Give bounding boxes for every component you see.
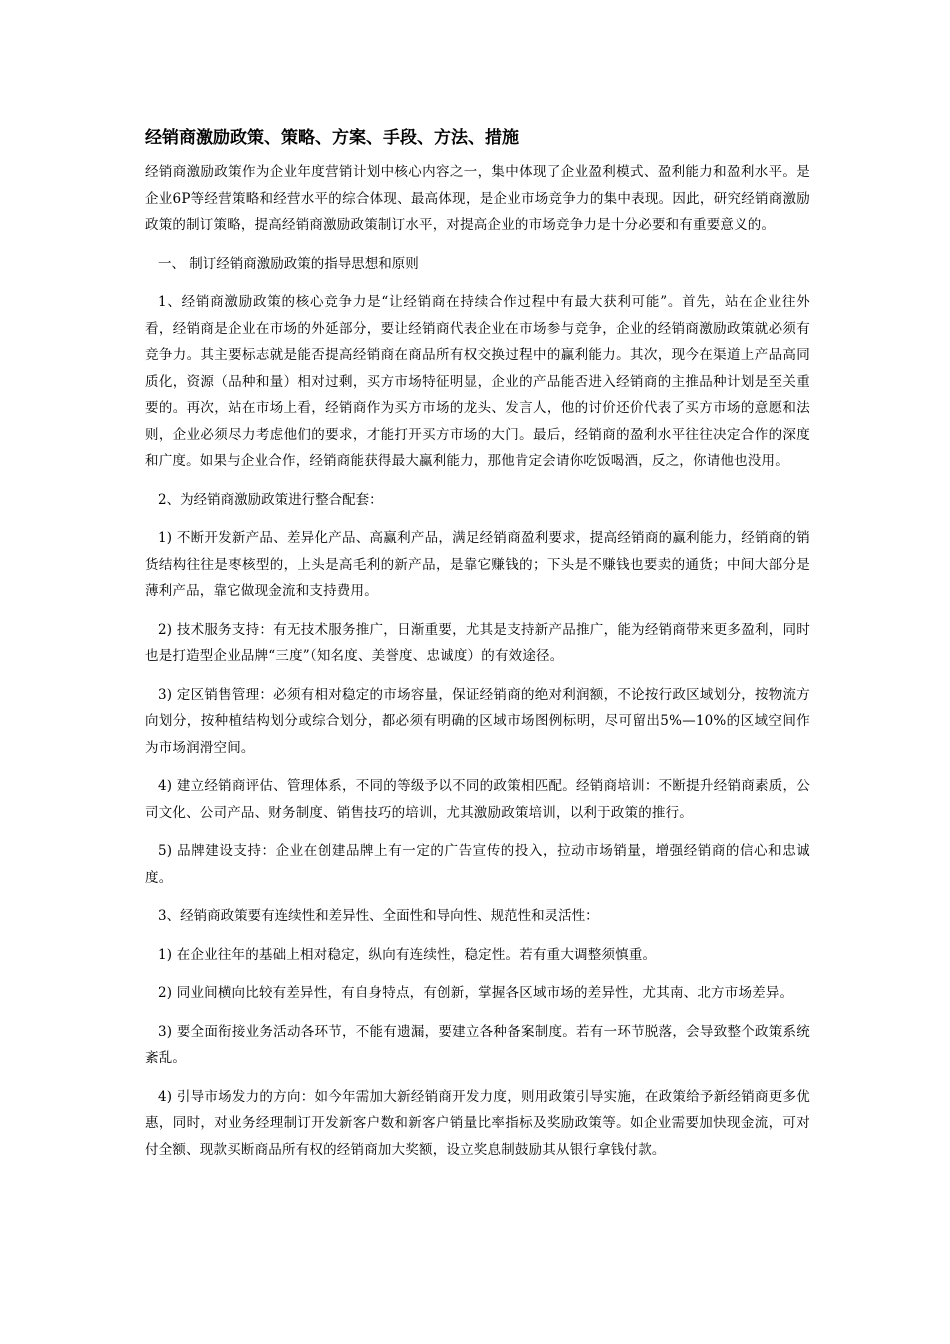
paragraph-stability: 1) 在企业往年的基础上相对稳定，纵向有连续性，稳定性。若有重大调整须慎重。 <box>158 946 657 963</box>
paragraph-evaluation-system: 4) 建立经销商评估、管理体系，不同的等级予以不同的政策相匹配。经销商培训：不断提升经销商素质，公司文化、公司产品、财务制度、销售技巧的培训，尤其激励政策培训，以利于政策的推行。 <box>145 778 810 821</box>
paragraph-new-products: 1) 不断开发新产品、差异化产品、高赢利产品，满足经销商盈利要求，提高经销商的赢利能力，经销商的销货结构往往是枣核型的，上头是高毛利的新产品，是靠它赚钱的；下头是不赚钱也要卖的通货；中间大部分是薄利产品，靠它做现金流和支持费用。 <box>145 530 810 599</box>
subheading-integration: 2、为经销商激励政策进行整合配套： <box>158 491 383 508</box>
paragraph-differentiation: 2) 同业间横向比较有差异性，有自身特点，有创新，掌握各区域市场的差异性，尤其南、北方市场差异。 <box>158 985 794 1001</box>
document-page <box>145 126 810 1175</box>
paragraph-tech-support: 2) 技术服务支持：有无技术服务推广，日渐重要，尤其是支持新产品推广，能为经销商带来更多盈利，同时也是打造型企业品牌“三度”（知名度、美誉度、忠诚度）的有效途径。 <box>145 621 810 664</box>
subheading-policy-continuity: 3、经销商政策要有连续性和差异性、全面性和导向性、规范性和灵活性： <box>158 908 599 924</box>
document-title: 经销商激励政策、策略、方案、手段、方法、措施 <box>145 128 519 148</box>
paragraph-core-competitiveness: 1、经销商激励政策的核心竞争力是“让经销商在持续合作过程中有最大获利可能”。首先，站在企业往外看，经销商是企业在市场的外延部分，要让经销商代表企业在市场参与竞争，企业的经销商激励政策就必须有竞争力。其主要标志就是能否提高经销商在商品所有权交换过程中的赢利能力。其次，现今在渠道上产品高同质化，资源（品种和量）相对过剩，买方市场特征明显，企业的产品能否进入经销商的主推品种计划是至关重要的。再次，站在市场上看，经销商作为买方市场的龙头、发言人，他的讨价还价代表了买方市场的意愿和法则，企业必须尽力考虑他们的要求，才能打开买方市场的大门。最后，经销商的盈利水平往往决定合作的深度和广度。如果与企业合作，经销商能获得最大赢利能力，那他肯定会请你吃饭喝酒，反之，你请他也没用。 <box>145 294 810 469</box>
paragraph-comprehensiveness: 3) 要全面衔接业务活动各环节，不能有遗漏，要建立各种备案制度。若有一环节脱落，会导致整个政策系统紊乱。 <box>145 1023 810 1066</box>
intro-paragraph: 经销商激励政策作为企业年度营销计划中核心内容之一，集中体现了企业盈利模式、盈利能力和盈利水平。是企业6P等经营策略和经营水平的综合体现、最高体现，是企业市场竞争力的集中表现。因此，研究经销商激励政策的制订策略，提高经销商激励政策制订水平，对提高企业的市场竞争力是十分必要和有重要意义的。 <box>145 164 810 233</box>
paragraph-market-guidance: 4) 引导市场发力的方向：如今年需加大新经销商开发力度，则用政策引导实施，在政策给予新经销商更多优惠，同时，对业务经理制订开发新客户数和新客户销量比率指标及奖励政策等。如企业需要加快现金流，可对付全额、现款买断商品所有权的经销商加大奖额，设立奖息制鼓励其从银行拿钱付款。 <box>145 1088 810 1158</box>
paragraph-brand-building: 5) 品牌建设支持：企业在创建品牌上有一定的广告宣传的投入，拉动市场销量，增强经销商的信心和忠诚度。 <box>145 843 810 886</box>
section-heading-guiding-principles: 一、 制订经销商激励政策的指导思想和原则 <box>158 255 419 272</box>
paragraph-zone-sales: 3) 定区销售管理：必须有相对稳定的市场容量，保证经销商的绝对利润额，不论按行政区域划分，按物流方向划分，按种植结构划分或综合划分，都必须有明确的区域市场图例标明，尽可留出5%—10%的区域空间作为市场润滑空间。 <box>145 686 810 756</box>
